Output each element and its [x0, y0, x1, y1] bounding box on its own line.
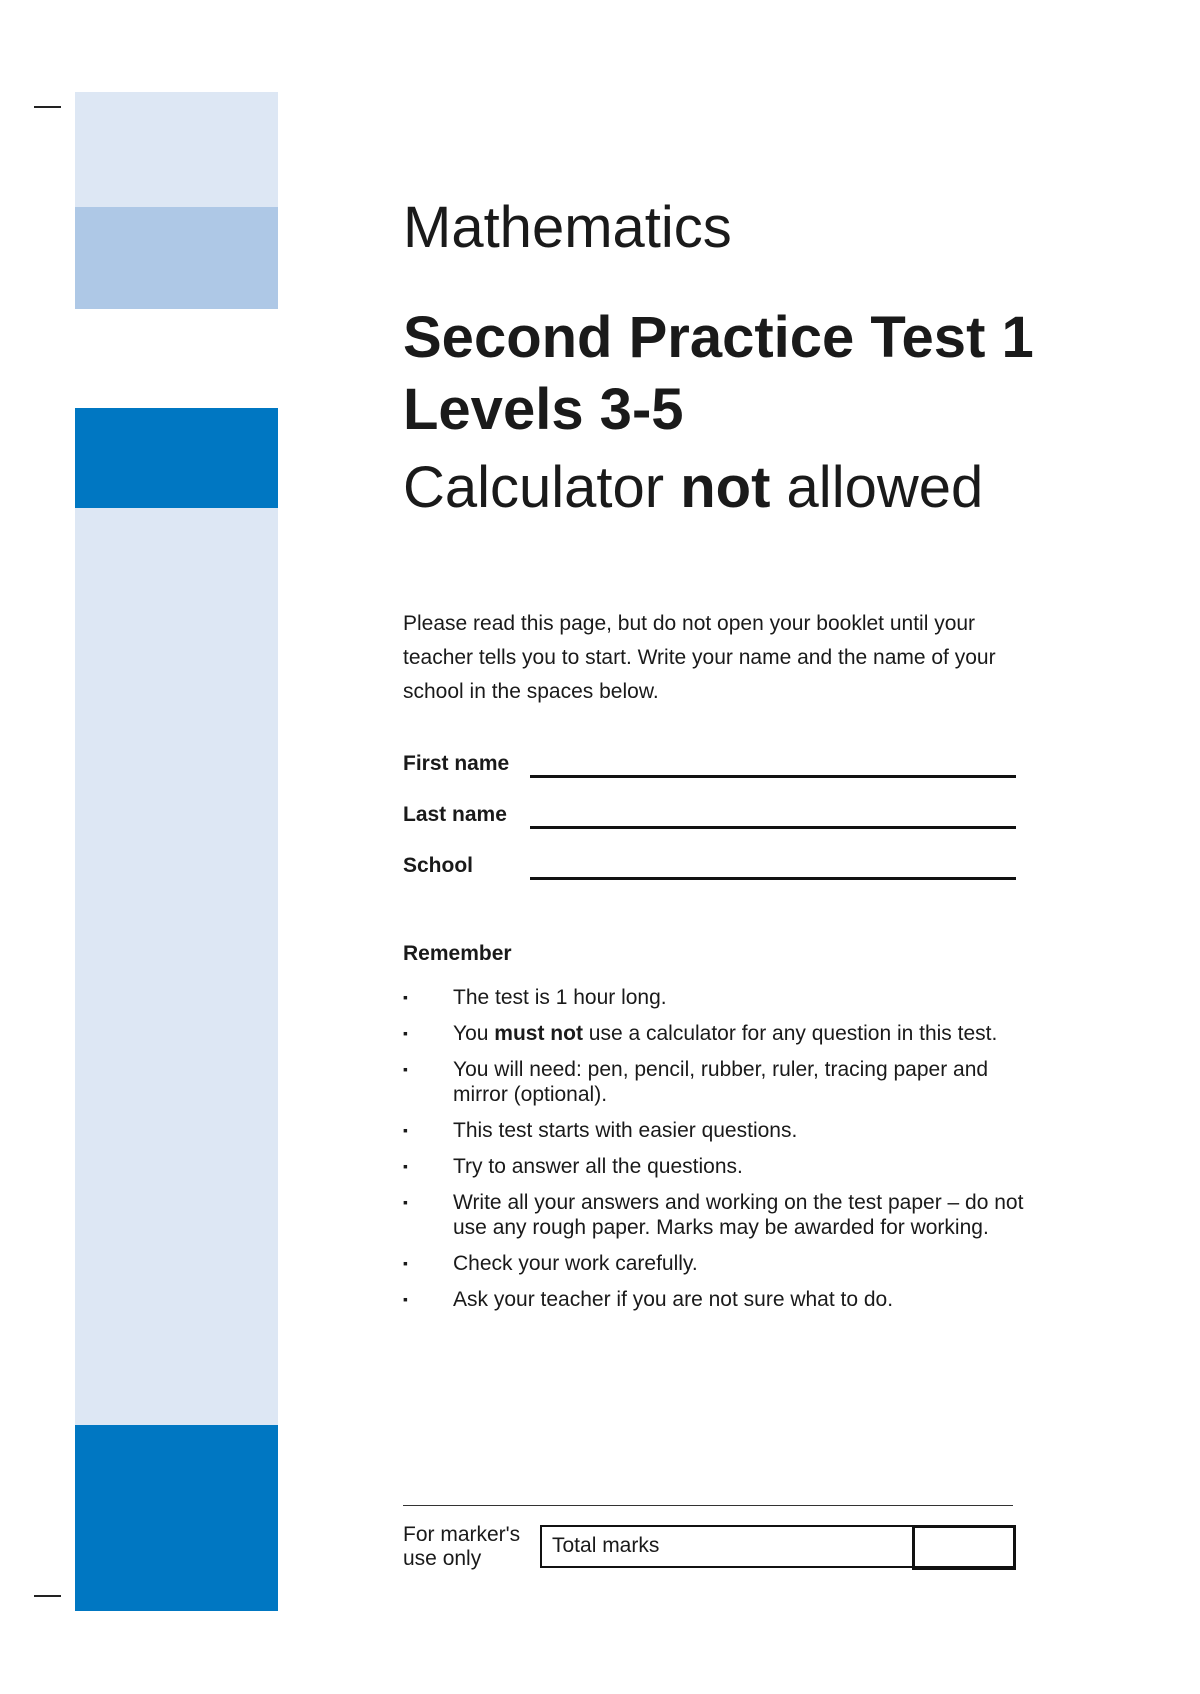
bullet-icon: ▪: [403, 1291, 408, 1307]
remember-item: ▪ The test is 1 hour long.: [403, 986, 667, 1009]
bullet-icon: ▪: [403, 989, 408, 1005]
footer-divider: [403, 1505, 1013, 1506]
remember-item: ▪ You must not use a calculator for any question in this test.: [403, 1022, 998, 1045]
remember-item: ▪ This test starts with easier questions.: [403, 1119, 798, 1142]
bullet-icon: ▪: [403, 1025, 408, 1041]
calculator-suffix: allowed: [786, 455, 984, 520]
total-marks-label: Total marks: [552, 1534, 660, 1557]
bullet-icon: ▪: [403, 1061, 408, 1077]
first-name-label: First name: [403, 752, 510, 775]
calculator-prefix: Calculator: [403, 455, 665, 520]
bullet-icon: ▪: [403, 1194, 408, 1210]
last-name-label: Last name: [403, 803, 507, 826]
bullet-icon: ▪: [403, 1255, 408, 1271]
marker-note: For marker's use only: [403, 1523, 521, 1570]
school-label: School: [403, 854, 474, 877]
remember-item: ▪ Try to answer all the questions.: [403, 1155, 743, 1178]
bullet-icon: ▪: [403, 1158, 408, 1174]
subject-title: Mathematics: [403, 195, 732, 260]
band-mid: [75, 207, 278, 309]
remember-list: [403, 985, 1043, 1323]
test-name-line1: Second Practice Test 1: [403, 305, 1034, 370]
remember-item: ▪ Write all your answers and working on the test paper – do not use any rough paper. Marks may be awarded for working.: [403, 1191, 1024, 1239]
last-name-line[interactable]: [530, 826, 1016, 829]
calculator-notice: [403, 456, 983, 520]
crop-mark-bottom: [34, 1595, 61, 1597]
crop-mark-top: [34, 106, 61, 108]
school-line[interactable]: [530, 877, 1016, 880]
first-name-line[interactable]: [530, 775, 1016, 778]
must-not-emphasis: must not: [494, 1022, 583, 1045]
total-marks-cell[interactable]: [912, 1525, 1016, 1570]
remember-heading: Remember: [403, 942, 512, 965]
remember-item: ▪ Ask your teacher if you are not sure what to do.: [403, 1288, 894, 1311]
remember-item: ▪ Check your work carefully.: [403, 1252, 698, 1275]
band-light-long: [75, 508, 278, 1425]
band-light-top: [75, 92, 278, 207]
intro-text: Please read this page, but do not open your booklet until your teacher tells you to start. Write your name and the name of your school in the spaces below.: [403, 612, 996, 703]
bullet-icon: ▪: [403, 1122, 408, 1138]
band-dark-lower: [75, 1425, 278, 1611]
remember-item: ▪ You will need: pen, pencil, rubber, ruler, tracing paper and mirror (optional).: [403, 1058, 989, 1106]
test-name: [403, 302, 1034, 446]
test-name-line2: Levels 3-5: [403, 377, 684, 442]
total-marks-box: [540, 1525, 1016, 1568]
calculator-emphasis: not: [680, 455, 771, 520]
band-dark-upper: [75, 408, 278, 508]
